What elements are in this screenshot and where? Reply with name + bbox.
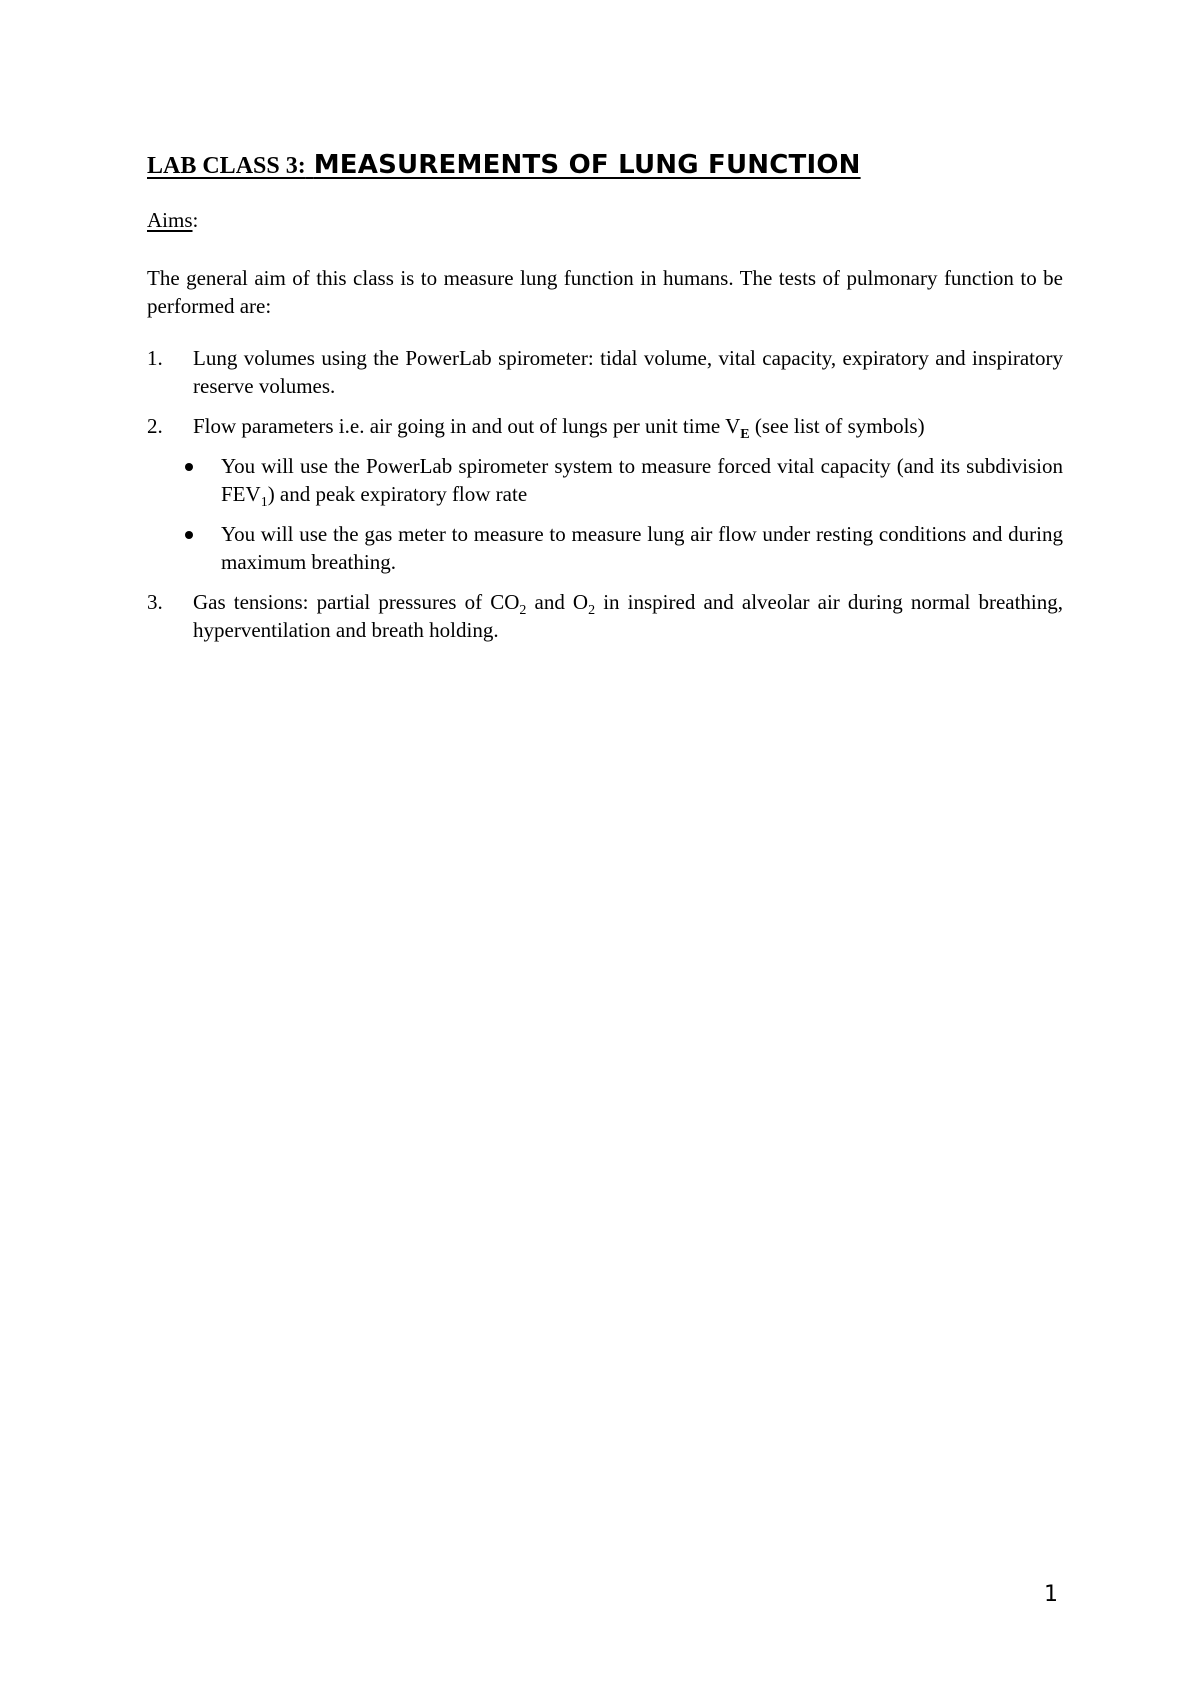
- list-item-text-part: Gas tensions: partial pressures of CO: [193, 590, 520, 614]
- list-item-text: [193, 414, 925, 443]
- title-prefix: LAB CLASS 3:: [147, 153, 306, 179]
- bullet-text-part: ) and peak expiratory flow rate: [267, 482, 528, 506]
- title-main: MEASUREMENTS OF LUNG FUNCTION: [313, 150, 861, 180]
- intro-paragraph: The general aim of this class is to measure lung function in humans. The tests of pulmonary function to be performed are:: [147, 266, 1063, 318]
- aims-heading-colon: :: [192, 208, 199, 232]
- bullet-icon: [185, 463, 193, 471]
- bullet-item: [147, 520, 1063, 576]
- list-item-number: 3.: [147, 590, 163, 614]
- subscript: 1: [260, 495, 268, 511]
- subscript: E: [740, 427, 750, 443]
- list-item-text-part: in inspired and alveolar air during normal breathing, hyperventilation and breath holding.: [193, 590, 1063, 642]
- page-title: [147, 144, 861, 181]
- subscript: 2: [519, 603, 527, 619]
- bullet-icon: [185, 531, 193, 539]
- aims-heading: [147, 208, 198, 233]
- list-item-text-part: Flow parameters i.e. air going in and out of lungs per unit time V: [193, 414, 741, 438]
- page-number: 1: [1044, 1582, 1058, 1607]
- list-item-text: [193, 590, 1063, 642]
- bullet-text: You will use the gas meter to measure to measure lung air flow under resting conditions and during maximum breathing.: [221, 522, 1063, 574]
- list-item-text-part: (see list of symbols): [749, 414, 925, 438]
- list-item-text-part: and O: [526, 590, 589, 614]
- list-item-text: Lung volumes using the PowerLab spirometer: tidal volume, vital capacity, expiratory and inspiratory reserve volumes.: [193, 346, 1063, 398]
- bullet-text-part: You will use the PowerLab spirometer system to measure forced vital capacity (and its subdivision FEV: [221, 454, 1063, 506]
- list-item-number: 2.: [147, 414, 163, 438]
- aims-heading-label: Aims: [147, 208, 193, 232]
- subscript: 2: [588, 603, 596, 619]
- list-item-number: 1.: [147, 346, 163, 370]
- numbered-list: [147, 344, 1063, 644]
- bullet-item: [147, 452, 1063, 511]
- list-item: [147, 412, 1063, 576]
- list-item: [147, 344, 1063, 400]
- bullet-text: [221, 454, 1063, 511]
- list-item: [147, 588, 1063, 644]
